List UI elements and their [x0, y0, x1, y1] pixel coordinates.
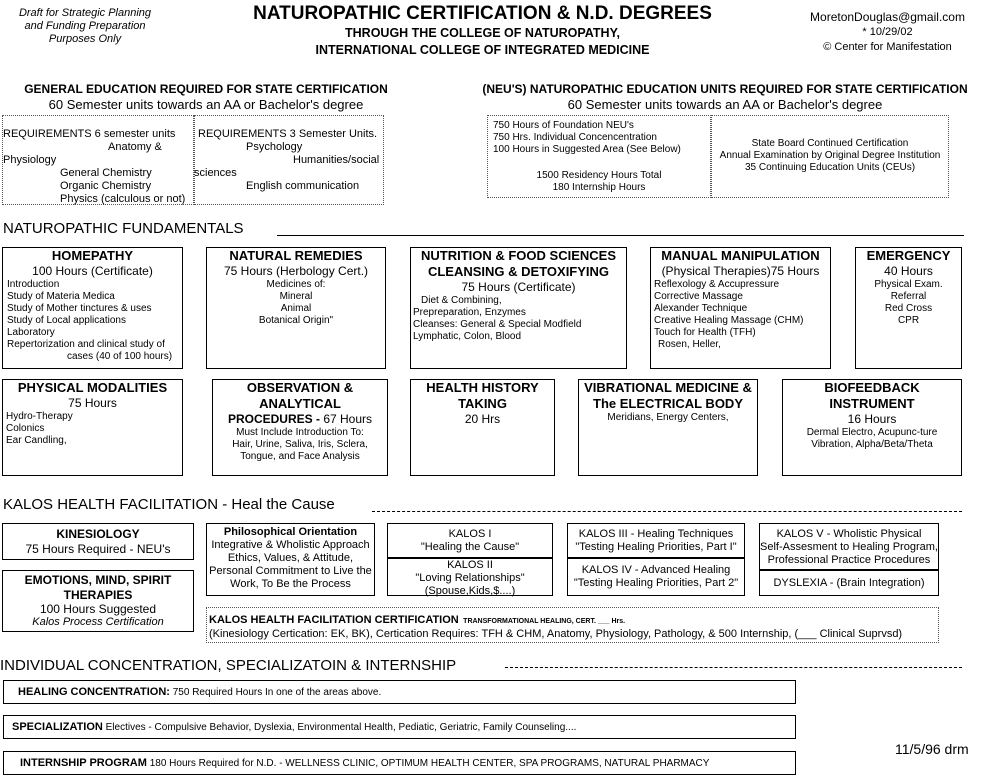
draft-note: Draft for Strategic Planning and Funding Preparation Purposes Only	[18, 7, 152, 45]
neu-right-list: State Board Continued Certification Annual Examination by Original Degree Institution 35 Continuing Education Units (CEUs)	[719, 138, 941, 173]
contact-email: MoretonDouglas@gmail.com	[810, 10, 965, 24]
biofeedback-box: BIOFEEDBACK INSTRUMENT 16 Hours Dermal Electro, Acupunc-ture Vibration, Alpha/Beta/Theta	[782, 379, 962, 476]
internship-box: INTERNSHIP PROGRAM 180 Hours Required for N.D. - WELLNESS CLINIC, OPTIMUM HEALTH CENTER, SPA PROGRAMS, NATURAL PHARMACY	[3, 751, 796, 775]
emotions-box: EMOTIONS, MIND, SPIRIT THERAPIES 100 Hours Suggested Kalos Process Certification	[2, 570, 194, 632]
neu-left-list: 750 Hours of Foundation NEU's 750 Hrs. Individual Concencentration 100 Hours in Suggested Area (See Below)	[493, 120, 681, 155]
gen-ed-heading: GENERAL EDUCATION REQUIRED FOR STATE CERTIFICATION	[24, 82, 388, 96]
specialization-box: SPECIALIZATION Electives - Compulsive Behavior, Dyslexia, Environmental Health, Pediatic, Geriatric, Family Counseling....	[3, 715, 796, 739]
philosophical-box: Philosophical Orientation Integrative & Wholistic Approach Ethics, Values, & Attitude, Personal Commitment to Live the Work, To Be the Process	[206, 523, 375, 596]
healing-concentration-box: HEALING CONCENTRATION: 750 Required Hours In one of the areas above.	[3, 680, 796, 704]
manual-manipulation-box: MANUAL MANIPULATION (Physical Therapies)75 Hours Reflexology & Accupressure Corrective Massage Alexander Technique Creative Healing Massage (CHM) Touch for Health (TFH) Rosen, Heller,	[650, 247, 831, 369]
kalos-heading: KALOS HEALTH FACILITATION - Heal the Cause	[3, 496, 335, 513]
kalos1-box: KALOS I "Healing the Cause"	[387, 523, 553, 558]
kalos4-box: KALOS IV - Advanced Healing "Testing Healing Priorities, Part 2"	[567, 558, 745, 596]
observation-box: OBSERVATION & ANALYTICAL PROCEDURES - 67 Hours Must Include Introduction To: Hair, Urine, Saliva, Iris, Sclera, Tongue, and Face Analysis	[212, 379, 388, 476]
neu-sub: 60 Semester units towards an AA or Bachelor's degree	[567, 97, 883, 112]
copyright: © Center for Manifestation	[823, 41, 952, 53]
emergency-box: EMERGENCY 40 Hours Physical Exam. Referral Red Cross CPR	[855, 247, 962, 369]
footer-date: 11/5/96 drm	[895, 741, 969, 757]
page-title: NATUROPATHIC CERTIFICATION & N.D. DEGREES	[253, 3, 712, 24]
kinesiology-box: KINESIOLOGY 75 Hours Required - NEU's	[2, 523, 194, 560]
natural-remedies-box: NATURAL REMEDIES 75 Hours (Herbology Cert.) Medicines of: Mineral Animal Botanical Origin"	[206, 247, 386, 369]
fundamentals-heading: NATUROPATHIC FUNDAMENTALS	[3, 220, 244, 237]
contact-block	[800, 10, 975, 55]
kalos3-box: KALOS III - Healing Techniques "Testing Healing Priorities, Part I"	[567, 523, 745, 558]
kalos-certification-box: KALOS HEALTH FACILITATION CERTIFICATION TRANSFORMATIONAL HEALING, CERT. ___ Hrs. (Kinesiology Certication: EK, BK), Certication Requires: TFH & CHM, Anatomy, Physiology, Pathology, & 500 Internship, (___ Clinical Suprvsd)	[206, 607, 939, 643]
individual-rule	[505, 667, 962, 668]
neu-left-totals: 1500 Residency Hours Total 180 Internship Hours	[536, 170, 662, 193]
individual-heading: INDIVIDUAL CONCENTRATION, SPECIALIZATOIN & INTERNSHIP	[0, 657, 457, 674]
kalos-rule	[372, 511, 962, 512]
vibrational-box: VIBRATIONAL MEDICINE & The ELECTRICAL BODY Meridians, Energy Centers,	[578, 379, 758, 476]
homepathy-box: HOMEPATHY 100 Hours (Certificate) Introduction Study of Materia Medica Study of Mother tinctures & uses Study of Local applications Laboratory Repertorization and clinical study of cases (40 of 100 hours)	[2, 247, 183, 369]
neu-heading: (NEU'S) NATUROPATHIC EDUCATION UNITS REQUIRED FOR STATE CERTIFICATION	[482, 82, 968, 96]
dyslexia-box: DYSLEXIA - (Brain Integration)	[759, 570, 939, 596]
kalos2-box: KALOS II "Loving Relationships" (Spouse,Kids,$....)	[387, 558, 553, 596]
page-subtitle: THROUGH THE COLLEGE OF NATUROPATHY, INTERNATIONAL COLLEGE OF INTEGRATED MEDICINE	[315, 26, 650, 57]
health-history-box: HEALTH HISTORY TAKING 20 Hrs	[410, 379, 555, 476]
gen-ed-sub: 60 Semester units towards an AA or Bachelor's degree	[48, 97, 364, 112]
nutrition-box: NUTRITION & FOOD SCIENCES CLEANSING & DETOXIFYING 75 Hours (Certificate) Diet & Combining, Prepreparation, Enzymes Cleanses: General & Special Modfield Lymphatic, Colon, Blood	[410, 247, 627, 369]
physical-modalities-box: PHYSICAL MODALITIES 75 Hours Hydro-Therapy Colonics Ear Candling,	[2, 379, 183, 476]
header-date: * 10/29/02	[862, 26, 913, 38]
kalos5-box: KALOS V - Wholistic Physical Self-Assesment to Healing Program, Professional Practice Procedures	[759, 523, 939, 570]
fundamentals-rule	[277, 235, 964, 236]
